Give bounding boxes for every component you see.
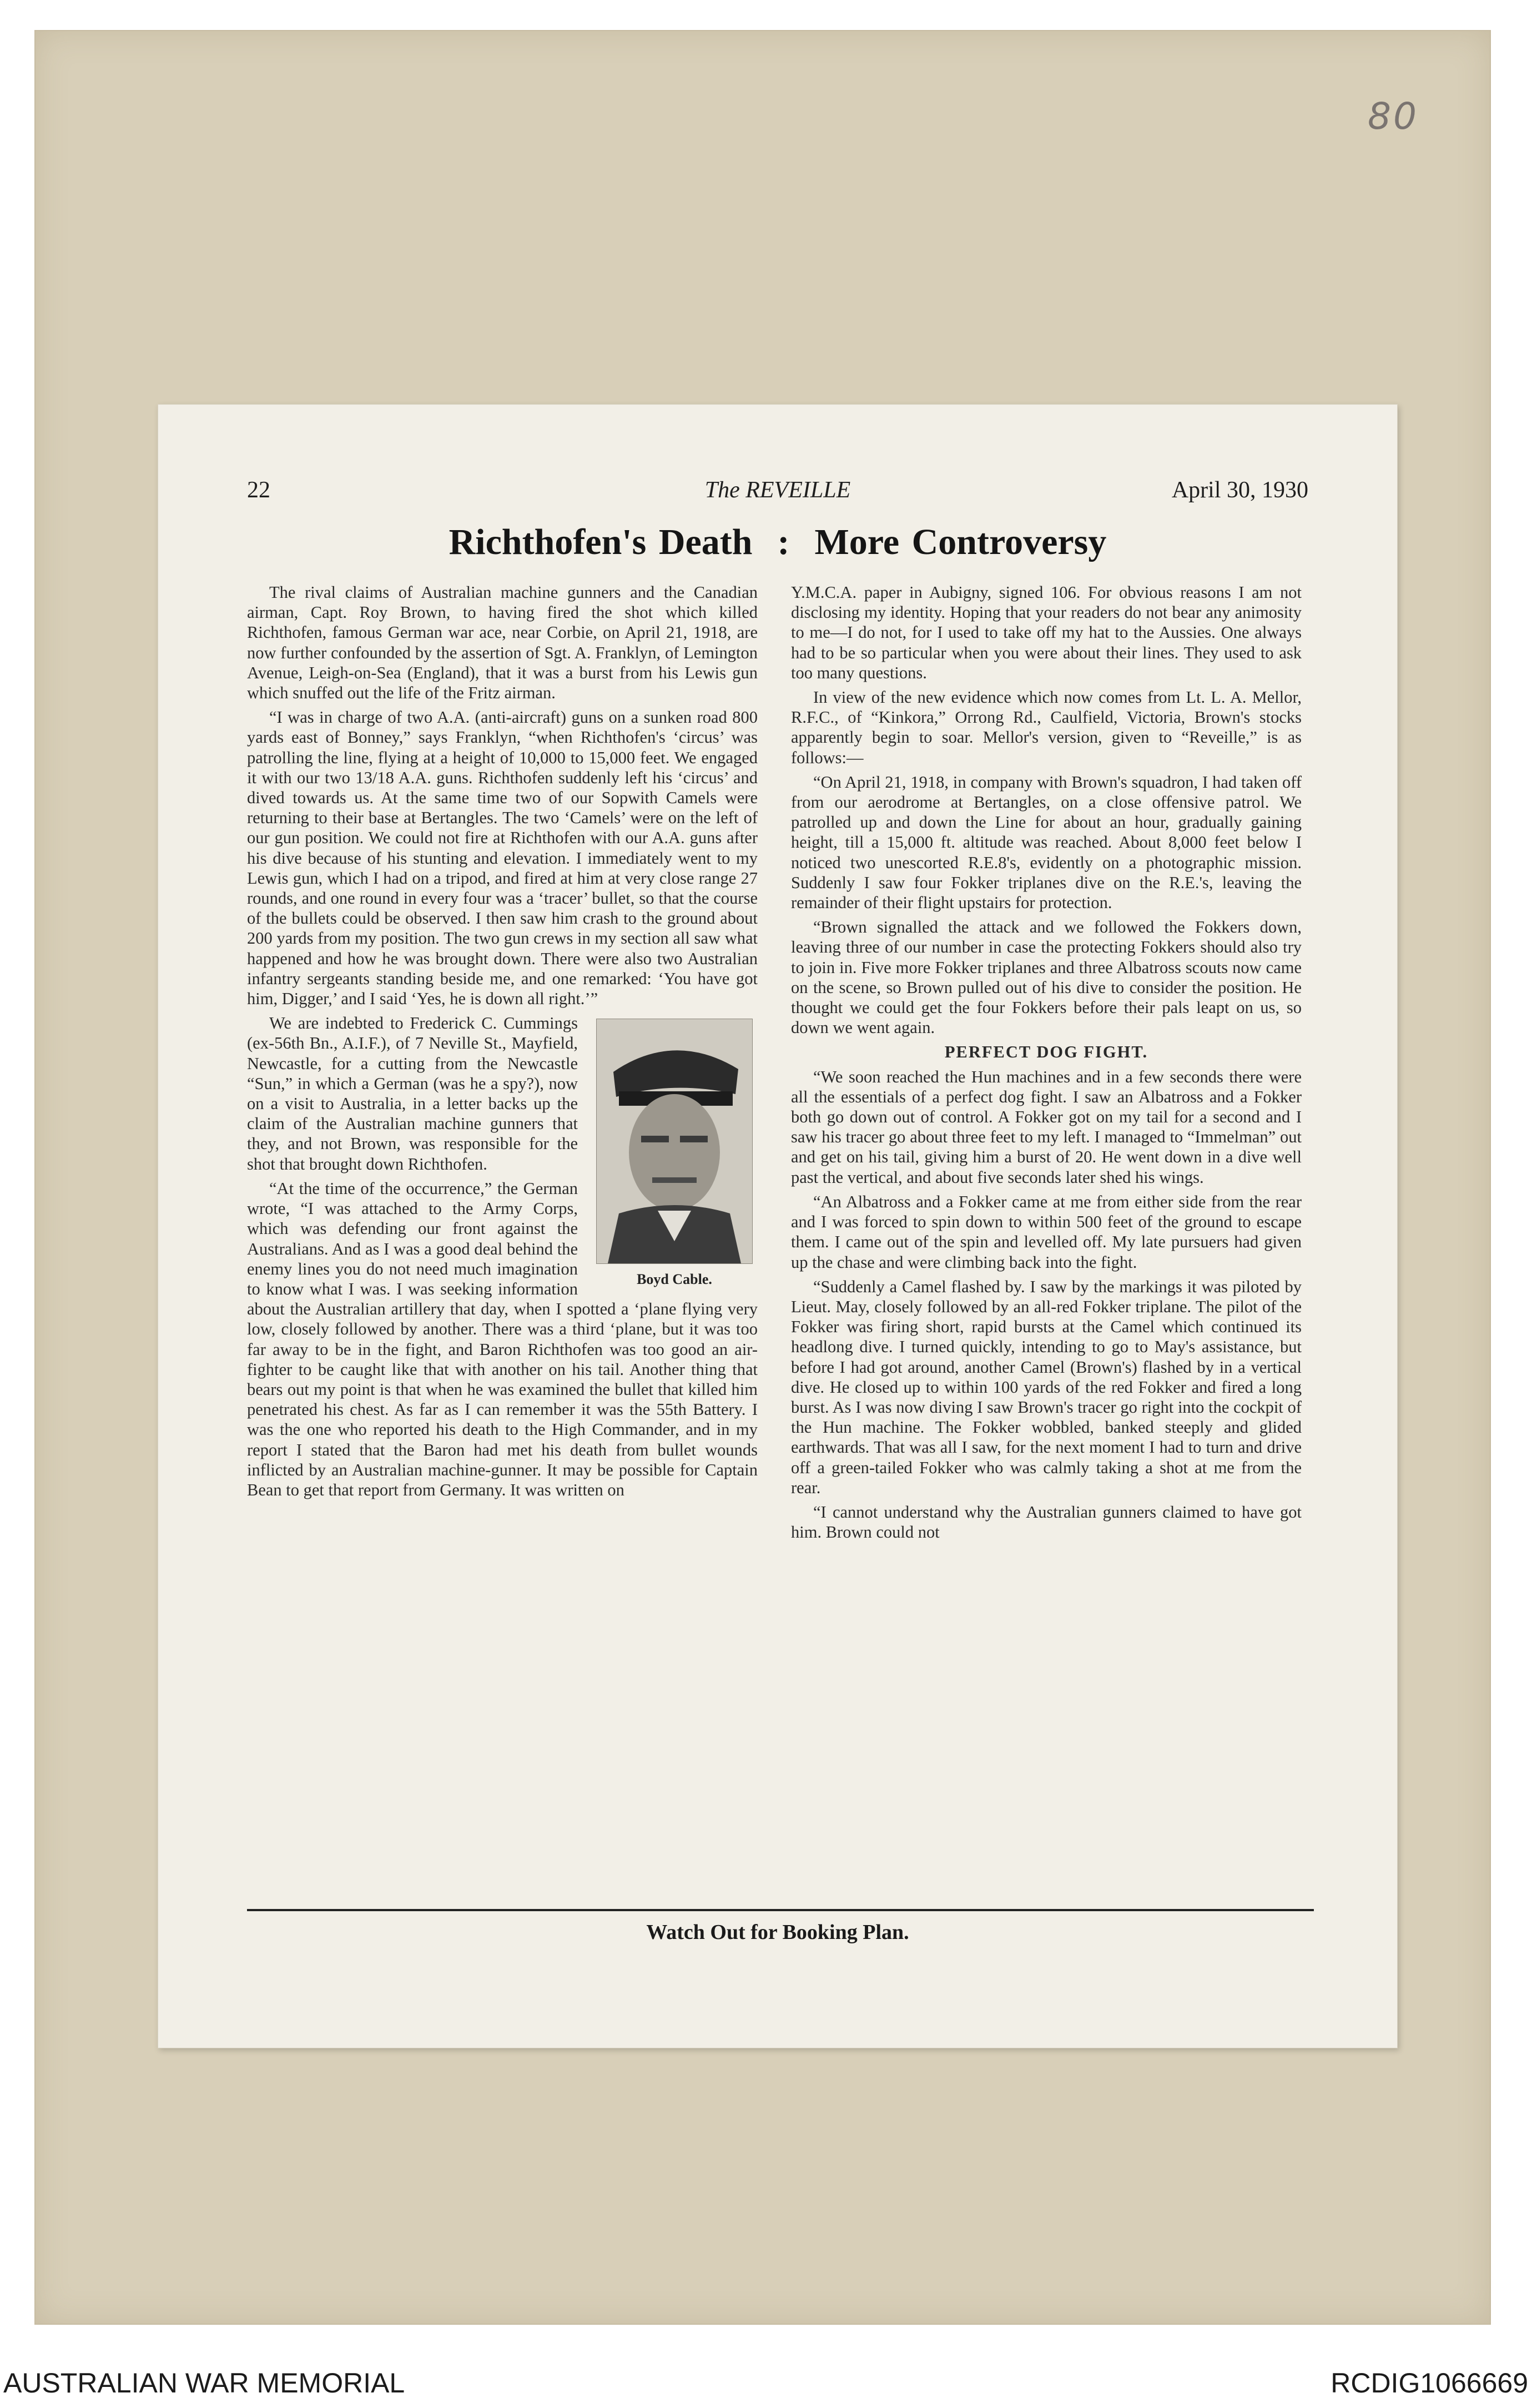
article-paragraph: “On April 21, 1918, in company with Brown's squadron, I had taken off from our aerodrome at Bertangles, on a close offensive patrol. We patrolled up and down the Line for about an hour, gradually gaining height, till a 15,000 ft. altitude was reached. About 8,000 feet below I noticed two unescorted R.E.8's, evidently on a photographic mission. Suddenly I saw four Fokker triplanes dive on the R.E.'s, leaving the remainder of their flight upstairs for protection.	[791, 772, 1302, 913]
article-paragraph: “Brown signalled the attack and we followed the Fokkers down, leaving three of our number in case the protecting Fokkers should also try to join in. Five more Fokker triplanes and three Albatross scouts now came on the scene, so Brown pulled out of his dive to consider the position. He thought we could get the four Fokkers before their pals leapt on us, so down we went again.	[791, 918, 1302, 1037]
right-column	[791, 582, 1302, 1546]
footer-notice: Watch Out for Booking Plan.	[646, 1921, 909, 1944]
article-paragraph: “I was in charge of two A.A. (anti-aircraft) guns on a sunken road 800 yards east of Bonney,” says Franklyn, “when Richthofen's ‘circus’ was patrolling the line, flying at a height of 10,000 to 15,000 feet. We engaged it with our two 13/18 A.A. guns. Richthofen suddenly left his ‘circus’ and dived towards us. At the same time two of our Sopwith Camels were returning to their base at Bertangles. The two ‘Camels’ were on the left of our gun position. We could not fire at Richthofen with our A.A. guns after his dive because of his stunting and elevation. I immediately went to my Lewis gun, which I had on a tripod, and fired at him at very close range 27 rounds, and one round in every four was a ‘tracer’ bullet, so that the course of the bullets could be observed. I then saw him crash to the ground about 200 yards from my position. The two gun crews in my section all saw what happened and how he was brought down. There were also two Australian infantry sergeants standing beside me, and one remarked: ‘You have got him, Digger,’ and I said ‘Yes, he is down all right.’”	[247, 708, 758, 1009]
image-caption-bar	[0, 2334, 1537, 2408]
article-paragraph: “At the time of the occurrence,” the German wrote, “I was attached to the Army Corps, which was defending our front against the Australians. And as I was a good deal behind the enemy lines you do not need much imagination to know what I was. I was seeking information about the Australian artillery that day, when I spotted a ‘plane flying very low, closely followed by another. There was a third ‘plane, but it was too far away to be in the fight, and Baron Richthofen was too good an air-fighter to be caught like that with another on his tail. Another thing that bears out my point is that when he was examined the bullet that killed him penetrated his chest. As far as I can remember it was the 55th Battery. I was the one who reported his death to the High Commander, and in my report I stated that the Baron had met his death from bullet wounds inflicted by an Australian machine-gunner. It may be possible for Captain Bean to get that report from Germany. It was written on	[247, 1178, 758, 1499]
footer-divider	[247, 1909, 1314, 1911]
item-id-label: RCDIG1066669	[1331, 2367, 1528, 2399]
article-paragraph: Y.M.C.A. paper in Aubigny, signed 106. For obvious reasons I am not disclosing my identity. Hoping that your readers do not bear any animosity to me—I do not, for I used to take off my hat to the Aussies. One always had to be so particular when you were about their lines. They used to ask too many questions.	[791, 583, 1302, 682]
portrait-photo	[596, 1019, 753, 1264]
article-paragraph: The rival claims of Australian machine gunners and the Canadian airman, Capt. Roy Brown, to having fired the shot which killed Richthofen, famous German war ace, near Corbie, on April 21, 1918, are now further confounded by the assertion of Sgt. A. Franklyn, of Lemington Avenue, Leigh-on-Sea (England), that it was a burst from his Lewis gun which snuffed out the life of the Fritz airman.	[247, 583, 758, 703]
institution-label: AUSTRALIAN WAR MEMORIAL	[3, 2367, 405, 2399]
article-paragraph: “We soon reached the Hun machines and in a few seconds there were all the essentials of a perfect dog fight. I saw an Albatross and a Fokker both go down out of control. A Fokker got on my tail for a second and I saw his tracer go about three feet to my left. I managed to “Immelman” out and get on his tail, giving him a burst of 20. He went down in a dive well past the vertical, and about five seconds later shed his wings.	[791, 1067, 1302, 1187]
article-paragraph: “Suddenly a Camel flashed by. I saw by the markings it was piloted by Lieut. May, closely followed by an all-red Fokker triplane. The pilot of the Fokker was firing short, rapid bursts at the Camel which continued its headlong dive. I turned quickly, intending to go to May's assistance, but before I had got around, another Camel (Brown's) flashed by in a vertical dive. He closed up to within 100 yards of the red Fokker and fired a long burst. As I was now diving I saw Brown's tracer go right into the cockpit of the Hun machine. The Fokker wobbled, banked steeply and glided earthwards. That was all I saw, for the next moment I had to turn and drive off a green-tailed Fokker who was calmly taking a shot at me from the rear.	[791, 1277, 1302, 1497]
page-number: 22	[247, 477, 270, 503]
section-subhead: PERFECT DOG FIGHT.	[944, 1042, 1148, 1062]
running-head	[247, 477, 1308, 510]
article-paragraph: We are indebted to Frederick C. Cummings (ex-56th Bn., A.I.F.), of 7 Neville St., Mayfield, Newcastle, for a cutting from the Newcastle “Sun,” in which a German (was he a spy?), now on a visit to Australia, in a letter backs up the claim of the Australian machine gunners that they, and not Brown, was responsible for the shot that brought down Richthofen.	[247, 1014, 578, 1173]
newspaper-clipping	[158, 404, 1398, 2048]
portrait-figure	[591, 1019, 758, 1289]
article-paragraph: “An Albatross and a Fokker came at me from either side from the rear and I was forced to spin down to within 500 feet of the ground to escape them. I came out of the spin and levelled off. My late pursuers had given up the chase and were climbing back into the fight.	[791, 1192, 1302, 1272]
archive-page-number: 80	[1368, 95, 1419, 138]
publication-date: April 30, 1930	[1171, 477, 1308, 503]
article-paragraph: “I cannot understand why the Australian gunners claimed to have got him. Brown could not	[791, 1502, 1302, 1542]
article-paragraph: In view of the new evidence which now comes from Lt. L. A. Mellor, R.F.C., of “Kinkora,” Orrong Rd., Caulfield, Victoria, Brown's stocks apparently begin to soar. Mellor's version, given to “Reveille,” is as follows:—	[791, 688, 1302, 767]
portrait-caption: Boyd Cable.	[637, 1271, 712, 1288]
left-column	[247, 582, 758, 1504]
publication-title: The REVEILLE	[704, 477, 851, 503]
article-headline: Richthofen's Death : More Controversy	[448, 522, 1107, 562]
